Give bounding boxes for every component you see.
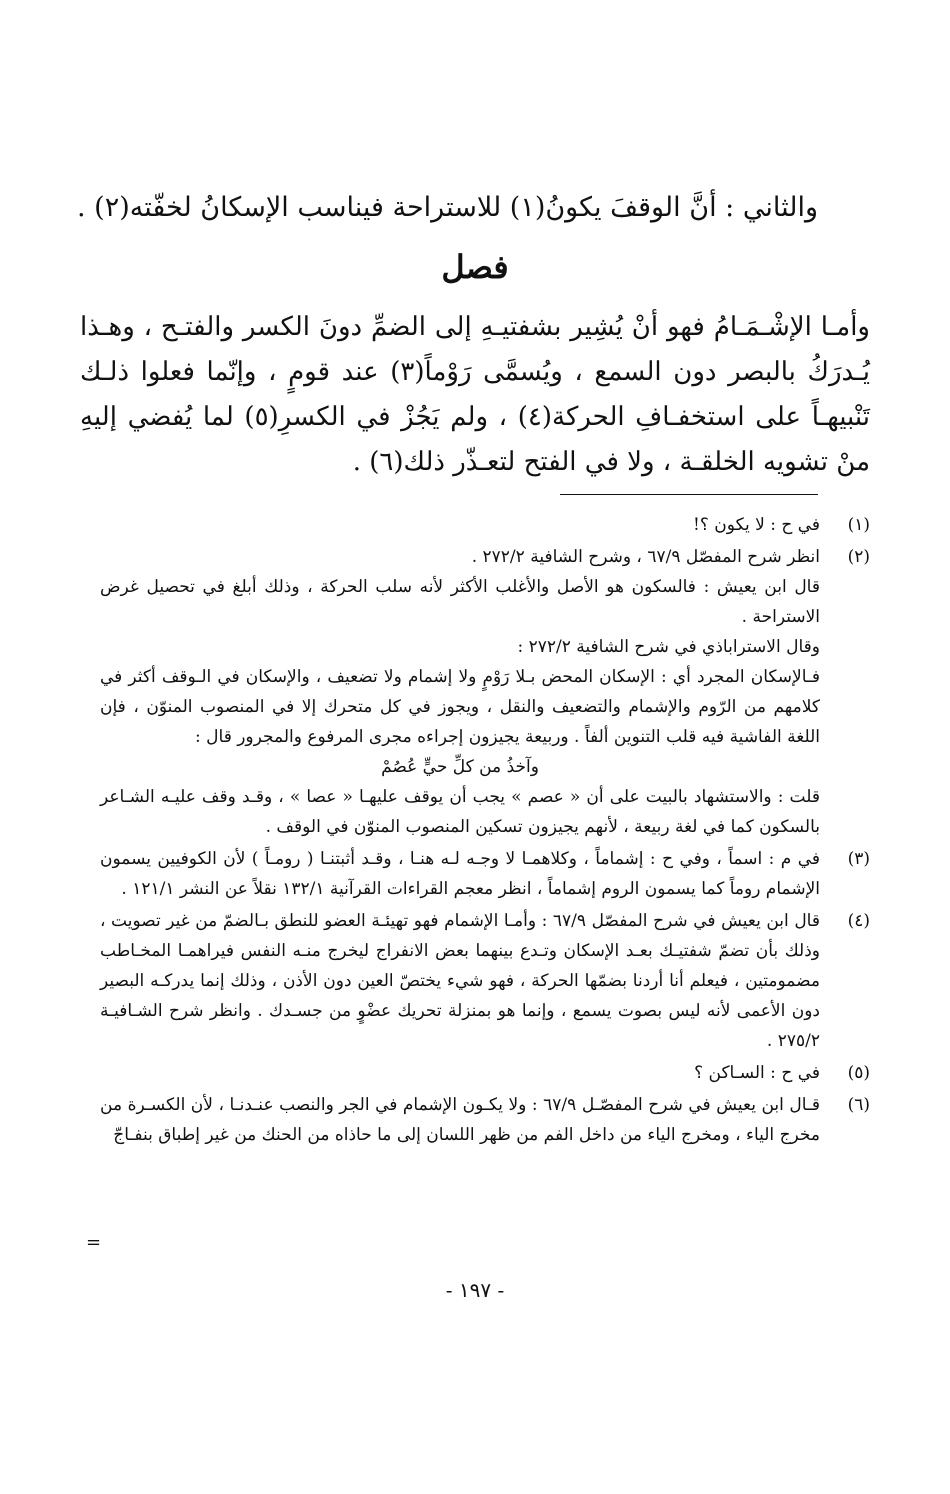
footnote-6 <box>100 1090 870 1150</box>
intro-line: والثاني : أنَّ الوقفَ يكونُ(١) للاستراحة فيناسب الإسكانُ لخفّته(٢) . <box>77 192 818 223</box>
section-heading: فصل <box>441 248 509 286</box>
footnote-text: قال ابن يعيش : فالسكون هو الأصل والأغلب الأكثر لأنه سلب الحركة ، وذلك أبلغ في تحصيل غرض الاستراحة . <box>100 577 820 627</box>
footnote-number: (١) <box>847 515 870 535</box>
footnote-5 <box>100 1058 870 1088</box>
continuation-mark: = <box>86 1232 102 1253</box>
footnote-number: (٦) <box>847 1095 870 1115</box>
footnote-text: قلت : والاستشهاد بالبيت على أن « عصم » يجب أن يوقف عليهـا « عصا » ، وقـد وقف عليـه الشـاعر بالسكون كما في لغة ربيعة ، لأنهم يجيزون تسكين المنصوب المنوّن في الوقف . <box>100 787 820 837</box>
footnote-number: (٥) <box>847 1063 870 1083</box>
footnote-text: قال ابن يعيش في شرح المفصّل ٦٧/٩ : وأمـا الإشمام فهو تهيئـة العضو للنطق بـالضمّ من غير تصويت ، وذلك بأن تضمّ شفتيـك بعـد الإسكان وتـدع بينهما بعض الانفراج ليخرج منـه النفس فيراهمـا المخـاطب مضمومتين ، فيعلم أنا أردنا بضمّها الحركة ، فهو شيء يختصّ العين دون الأذن ، وذلك إنما يدركـه البصير دون الأعمى لأنه ليس بصوت يسمع ، وإنما هو بمنزلة تحريك عضْوٍ من جسـدك . وانظر شرح الشـافيـة ٢٧٥/٢ . <box>100 911 820 1051</box>
footnote-text: فـالإسكان المجرد أي : الإسكان المحض بـلا رَوْمٍ ولا إشمام ولا تضعيف ، والإسكان في الـوقف أكثر في كلامهم من الرّوم والإشمام والتضعيف والنقل ، ويجوز في كل متحرك إلا في المنصوب المنوّن ، فإن اللغة الفاشية فيه قلب التنوين ألفاً . وربيعة يجيزون إجراءه مجرى المرفوع والمجرور قال : <box>100 667 820 747</box>
verse-quote: وآخذُ من كلِّ حيٍّ عُصُمْ <box>381 757 539 777</box>
footnote-number: (٢) <box>847 547 870 567</box>
footnote-3 <box>100 844 870 904</box>
footnote-text: انظر شرح المفصّل ٦٧/٩ ، وشرح الشافية ٢٧٢/٢ . <box>471 547 820 567</box>
page-number: - ١٩٧ - <box>445 1278 505 1302</box>
footnote-1 <box>100 510 870 540</box>
footnote-2 <box>100 542 870 842</box>
footnote-number: (٣) <box>847 849 870 869</box>
footnote-4 <box>100 906 870 1056</box>
footnote-text: وقال الاستراباذي في شرح الشافية ٢٧٢/٢ : <box>517 637 820 657</box>
footnote-text: في ح : السـاكن ؟ <box>694 1063 820 1083</box>
paragraph-text: وأمـا الإشْـمَـامُ فهو أنْ يُشِير بشفتيـهِ إلى الضمِّ دونَ الكسر والفتـح ، وهـذا يُـدرَكُ بالبصر دون السمع ، ويُسمَّى رَوْماً(٣) عند قومٍ ، وإنّما فعلوا ذلـك تَنْبيهـاً على استخفـافِ الحركة(٤) ، ولم يَجُزْ في الكسرِ(٥) لما يُفضي إليهِ منْ تشويه الخلقـة ، ولا في الفتح لتعـذّر ذلك(٦) . <box>80 312 870 477</box>
footnote-text: في ح : لا يكون ؟! <box>693 515 820 535</box>
footnotes <box>100 510 870 1152</box>
footnote-number: (٤) <box>847 911 870 931</box>
footnote-separator <box>560 494 818 495</box>
footnote-text: قـال ابن يعيش في شرح المفصّـل ٦٧/٩ : ولا يكـون الإشمام في الجر والنصب عنـدنـا ، لأن الكسـرة من مخرج الياء ، ومخرج الياء من داخل الفم من ظهر اللسان إلى ما حاذاه من الحنك من غير إطباق بنفـاجّ <box>100 1095 821 1145</box>
main-paragraph <box>80 305 870 485</box>
footnote-text: في م : اسماً ، وفي ح : إشماماً ، وكلاهمـا لا وجـه لـه هنـا ، وقـد أثبتنـا ( رومـاً ) لأن الكوفيين يسمون الإشمام روماً كما يسمون الروم إشماماً ، انظر معجم القراءات القرآنية ١٣٢/١ نقلاً عن النشر ١٢١/١ . <box>100 849 820 899</box>
